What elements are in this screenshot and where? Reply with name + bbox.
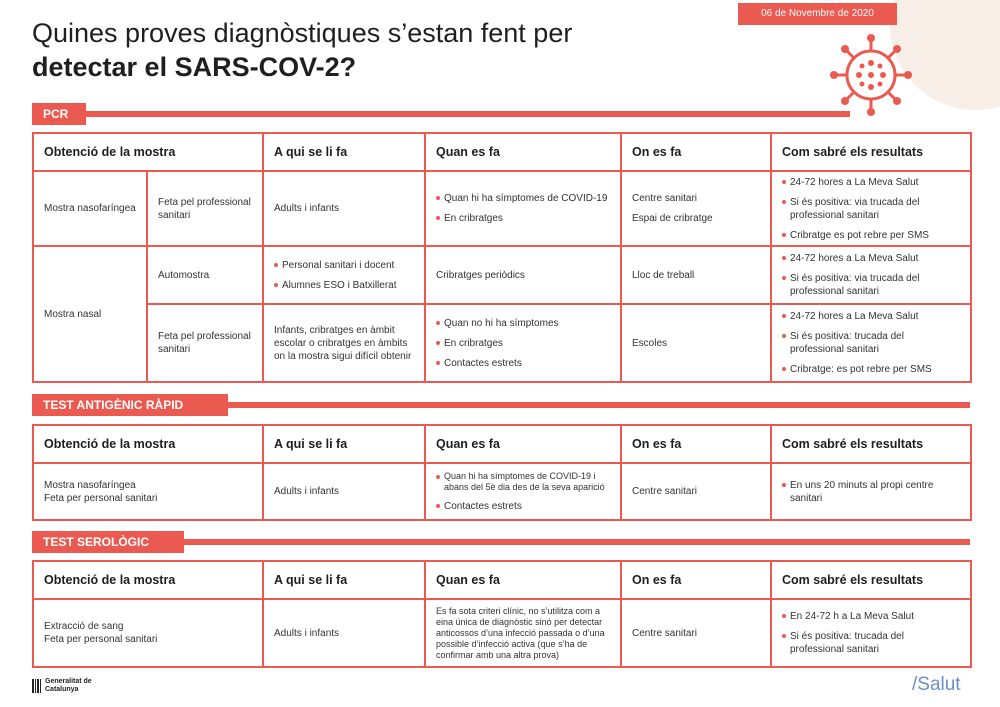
list-item: Cribratge es pot rebre per SMS xyxy=(782,229,960,242)
when-cell: Cribratges periòdics xyxy=(425,246,621,304)
date-badge: 06 de Novembre de 2020 xyxy=(738,3,897,25)
who-cell: Infants, cribratges en àmbit escolar o cribratges en àmbits on la mostra sigui difícil obtenir xyxy=(263,304,425,382)
header-cell: On es fa xyxy=(621,561,771,599)
list-item: Contactes estrets xyxy=(436,357,610,370)
sample-cell xyxy=(33,463,263,520)
table-row xyxy=(33,304,971,382)
list-item: Personal sanitari i docent xyxy=(274,259,414,272)
header-cell: Quan es fa xyxy=(425,561,621,599)
list-item: En cribratges xyxy=(436,212,610,225)
header-cell: Obtenció de la mostra xyxy=(33,133,263,171)
when-cell xyxy=(425,463,621,520)
header-cell: Quan es fa xyxy=(425,425,621,463)
list-item: Centre sanitari xyxy=(632,193,698,204)
page-title xyxy=(32,16,572,84)
header-cell: On es fa xyxy=(621,425,771,463)
method-text: Feta per personal sanitari xyxy=(44,492,158,504)
section-divider xyxy=(228,402,970,408)
when-cell: Es fa sota criteri clínic, no s’utilitza com a eina única de diagnòstic sinó per detectar anticossos d’una infecció passada o d’una possible d’infecció activa (que s’ha de confirmar amb una altra prova) xyxy=(425,599,621,667)
where-cell: Centre sanitari xyxy=(621,463,771,520)
where-cell: Lloc de treball xyxy=(621,246,771,304)
list-item: En cribratges xyxy=(436,337,610,350)
section-label-antigen: TEST ANTIGÈNIC RÀPID xyxy=(32,394,228,416)
list-item: 24-72 hores a La Meva Salut xyxy=(782,310,960,323)
list-item: 24-72 hores a La Meva Salut xyxy=(782,252,960,265)
list-item: Si és positiva: via trucada del professional sanitari xyxy=(782,272,960,298)
list-item: Si és positiva: trucada del professional sanitari xyxy=(782,330,960,356)
results-cell xyxy=(771,246,971,304)
antigen-table xyxy=(32,424,972,521)
title-line-2: detectar el SARS-COV-2? xyxy=(32,52,357,82)
header-row xyxy=(33,425,971,463)
header-cell: A qui se li fa xyxy=(263,133,425,171)
header-row xyxy=(33,561,971,599)
header-cell: Com sabré els resultats xyxy=(771,133,971,171)
when-cell xyxy=(425,304,621,382)
header-cell: A qui se li fa xyxy=(263,561,425,599)
pcr-table xyxy=(32,132,972,383)
table-row xyxy=(33,246,971,304)
header-cell: Com sabré els resultats xyxy=(771,425,971,463)
salut-brand: /Salut xyxy=(912,674,961,695)
sample-cell: Mostra nasofaríngea xyxy=(33,171,147,246)
header-row xyxy=(33,133,971,171)
list-item: Cribratge: es pot rebre per SMS xyxy=(782,363,960,376)
coronavirus-icon xyxy=(826,30,916,120)
results-cell xyxy=(771,463,971,520)
list-item: Alumnes ESO i Batxillerat xyxy=(274,279,414,292)
title-line-1: Quines proves diagnòstiques s’estan fent per xyxy=(32,18,573,48)
method-cell: Automostra xyxy=(147,246,263,304)
method-cell: Feta pel professional sanitari xyxy=(147,171,263,246)
section-label-pcr: PCR xyxy=(32,103,86,125)
list-item: En uns 20 minuts al propi centre sanitari xyxy=(782,479,960,505)
header-cell: On es fa xyxy=(621,133,771,171)
method-cell: Feta pel professional sanitari xyxy=(147,304,263,382)
header-cell: Obtenció de la mostra xyxy=(33,425,263,463)
header-cell: Com sabré els resultats xyxy=(771,561,971,599)
list-item: Si és positiva: via trucada del professional sanitari xyxy=(782,196,960,222)
generalitat-logo xyxy=(32,678,105,694)
section-divider xyxy=(86,111,850,117)
where-cell xyxy=(621,171,771,246)
list-item: Espai de cribratge xyxy=(632,213,713,224)
who-cell xyxy=(263,246,425,304)
who-cell: Adults i infants xyxy=(263,599,425,667)
list-item: En 24-72 h a La Meva Salut xyxy=(782,610,960,623)
method-text: Feta per personal sanitari xyxy=(44,634,158,645)
header-cell: Obtenció de la mostra xyxy=(33,561,263,599)
list-item: Quan hi ha símptomes de COVID-19 i abans del 5è dia des de la seva aparició xyxy=(436,471,610,493)
table-row xyxy=(33,171,971,246)
where-cell: Centre sanitari xyxy=(621,599,771,667)
generalitat-logo-text: Generalitat de Catalunya xyxy=(45,678,92,693)
who-cell: Adults i infants xyxy=(263,463,425,520)
sample-cell xyxy=(33,599,263,667)
table-row xyxy=(33,463,971,520)
who-cell: Adults i infants xyxy=(263,171,425,246)
header-cell: Quan es fa xyxy=(425,133,621,171)
results-cell xyxy=(771,599,971,667)
results-cell xyxy=(771,171,971,246)
sample-cell: Mostra nasal xyxy=(33,246,147,382)
results-cell xyxy=(771,304,971,382)
header-cell: A qui se li fa xyxy=(263,425,425,463)
sample-text: Extracció de sang xyxy=(44,621,124,632)
when-cell xyxy=(425,171,621,246)
list-item: Si és positiva: trucada del professional sanitari xyxy=(782,630,960,656)
table-row xyxy=(33,599,971,667)
list-item: Quan hi ha símptomes de COVID-19 xyxy=(436,192,610,205)
where-cell: Escoles xyxy=(621,304,771,382)
section-divider xyxy=(184,539,970,545)
sample-text: Mostra nasofaríngea xyxy=(44,479,136,491)
list-item: Contactes estrets xyxy=(436,500,610,513)
list-item: 24-72 hores a La Meva Salut xyxy=(782,176,960,189)
section-label-serology: TEST SEROLÒGIC xyxy=(32,531,184,553)
serology-table xyxy=(32,560,972,668)
list-item: Quan no hi ha símptomes xyxy=(436,317,610,330)
generalitat-logo-icon xyxy=(32,679,41,693)
